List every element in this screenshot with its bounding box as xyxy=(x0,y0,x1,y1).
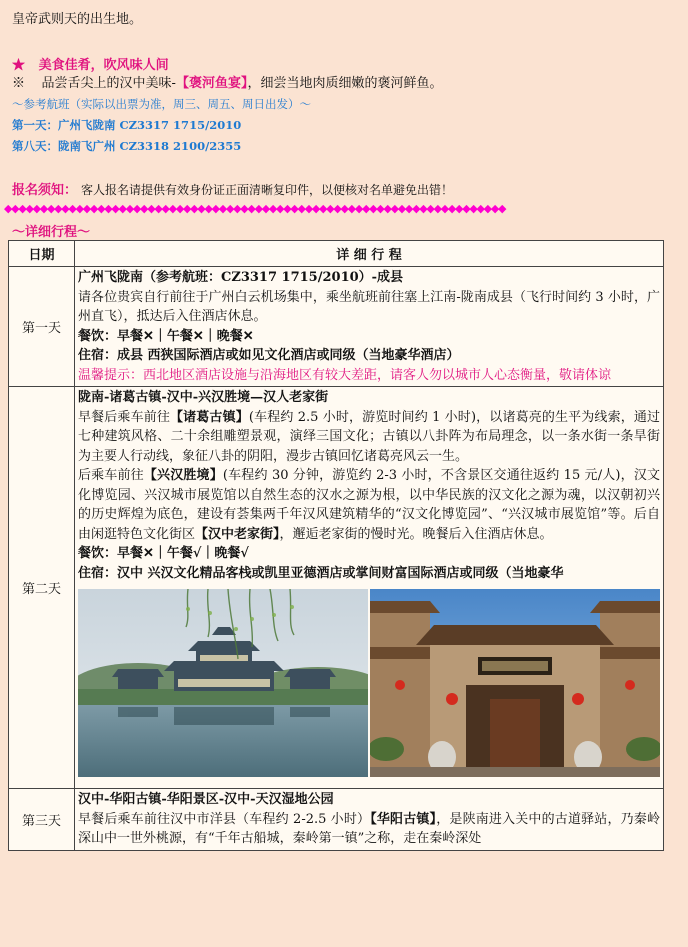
diamond-divider: ◆◆◆◆◆◆◆◆◆◆◆◆◆◆◆◆◆◆◆◆◆◆◆◆◆◆◆◆◆◆◆◆◆◆◆◆◆◆◆◆◆◆◆◆◆◆◆◆◆◆◆◆◆◆◆◆◆◆◆◆◆◆◆◆◆◆◆◆◆◆ xyxy=(4,203,506,215)
meals-info: 餐饮：早餐✕｜午餐√｜晚餐√ xyxy=(78,546,249,561)
intro-text: 皇帝武则天的出生地。 xyxy=(12,12,143,27)
day-detail xyxy=(75,267,664,387)
column-header-date: 日期 xyxy=(9,241,75,267)
table-row xyxy=(9,387,664,789)
food-suffix: ，细尝当地肉质细嫩的褒河鲜鱼。 xyxy=(247,76,443,91)
table-header-row xyxy=(9,241,664,267)
day-description: 请各位贵宾自行前往于广州白云机场集中，乘坐航班前往塞上江南-陇南成县（飞行时间约 3 小时，广州直飞），抵达后入住酒店休息。 xyxy=(78,289,660,324)
flight-reference-heading: ～参考航班（实际以出票为准，周三、周五、周日出发）～ xyxy=(12,97,311,111)
text-segment: (车程约 30 分钟，游览约 2-3 小时，不含景区交通往返约 15 元/人)，汉文化博览园、兴汉城市展览馆以自然生态的汉水之源为根，以中华民族的汉文化之源为魂，以汉朝初兴的历史辉煌为底色，建设有荟集两千年汉风建筑精华的“汉文化博览园”、“兴汉城市展览馆”等。后自由闲逛特色文化街区 xyxy=(78,468,660,542)
table-row xyxy=(9,267,664,387)
flight-day8: 第八天：陇南飞广州 CZ3318 2100/2355 xyxy=(12,139,242,153)
star-icon: ★ xyxy=(12,58,26,73)
notice-text: 客人报名请提供有效身份证正面清晰复印件，以便核对名单避免出错！ xyxy=(81,183,454,197)
notice-label: 报名须知： xyxy=(12,183,78,198)
old-street-gate-photo xyxy=(370,589,660,777)
table-row xyxy=(9,789,664,851)
day-detail xyxy=(75,789,664,851)
column-header-detail: 详 细 行 程 xyxy=(75,241,664,267)
registration-notice xyxy=(12,179,453,198)
day-label: 第三天 xyxy=(9,789,75,851)
lakeside-palace-photo xyxy=(78,589,368,777)
photo-row xyxy=(78,589,660,777)
food-prefix: 品尝舌尖上的汉中美味- xyxy=(41,76,176,91)
attraction-highlight: 【诸葛古镇】 xyxy=(170,409,249,425)
day-route-title: 汉中-华阳古镇-华阳景区-汉中-天汉湿地公园 xyxy=(78,792,334,807)
text-segment: 后乘车前往 xyxy=(78,468,144,483)
meals-info: 餐饮：早餐✕｜午餐✕｜晚餐✕ xyxy=(78,328,254,344)
attraction-highlight: 【兴汉胜境】 xyxy=(143,468,223,483)
day-description xyxy=(78,408,660,467)
day-label: 第二天 xyxy=(9,387,75,789)
food-heading xyxy=(12,54,169,73)
hotel-info: 住宿：成县 西狭国际酒店或如见文化酒店或同级（当地豪华酒店） xyxy=(78,348,460,363)
day-route-title: 广州飞陇南（参考航班：CZ3317 1715/2010）-成县 xyxy=(78,270,404,285)
day-description xyxy=(78,466,660,544)
attraction-highlight: 【华阳古镇】 xyxy=(370,811,437,827)
day-description xyxy=(78,810,660,849)
day-label: 第一天 xyxy=(9,267,75,387)
hotel-info: 住宿：汉中 兴汉文化精品客栈或凯里亚德酒店或掌间财富国际酒店或同级（当地豪华 xyxy=(78,565,564,581)
food-description xyxy=(12,72,442,91)
food-dish-highlight: 【褒河鱼宴】 xyxy=(175,76,248,91)
reference-mark-icon: ※ xyxy=(12,76,26,91)
flight-day1: 第一天：广州飞陇南 CZ3317 1715/2010 xyxy=(12,118,242,132)
food-heading-text: 美食佳肴，吹风味人间 xyxy=(38,58,169,73)
text-segment: ，是陕南进入关中的古道驿站，乃秦岭深山中一世外桃源，有“千年古船城，秦岭第一镇”之称，走在秦岭深处 xyxy=(78,811,660,846)
text-segment: (车程约 2.5 小时，游览时间约 1 小时)，以诸葛亮的生平为线索，通过七种建筑风格、二十余组雕塑景观，演绎三国文化；古镇以八卦阵为布局理念，以一条水街一条旱街为主要人行动线，象征八卦的阴阳，漫步古镇回忆诸葛亮风云一生。 xyxy=(78,409,660,464)
itinerary-table xyxy=(8,240,664,851)
text-segment: ，邂逅老家街的慢时光。晚餐后入住酒店休息。 xyxy=(279,526,553,542)
warm-tip: 温馨提示：西北地区酒店设施与沿海地区有较大差距，请客人勿以城市人心态衡量，敬请体谅 xyxy=(78,367,612,383)
detail-itinerary-heading: ～详细行程～ xyxy=(12,225,91,240)
day-detail xyxy=(75,387,664,789)
day-route-title: 陇南-诸葛古镇-汉中-兴汉胜境—汉人老家街 xyxy=(78,390,329,405)
text-segment: 早餐后乘车前往 xyxy=(78,409,170,425)
attraction-highlight: 【汉中老家街】 xyxy=(195,526,280,542)
text-segment: 早餐后乘车前往汉中市洋县（车程约 2-2.5 小时） xyxy=(78,811,371,827)
